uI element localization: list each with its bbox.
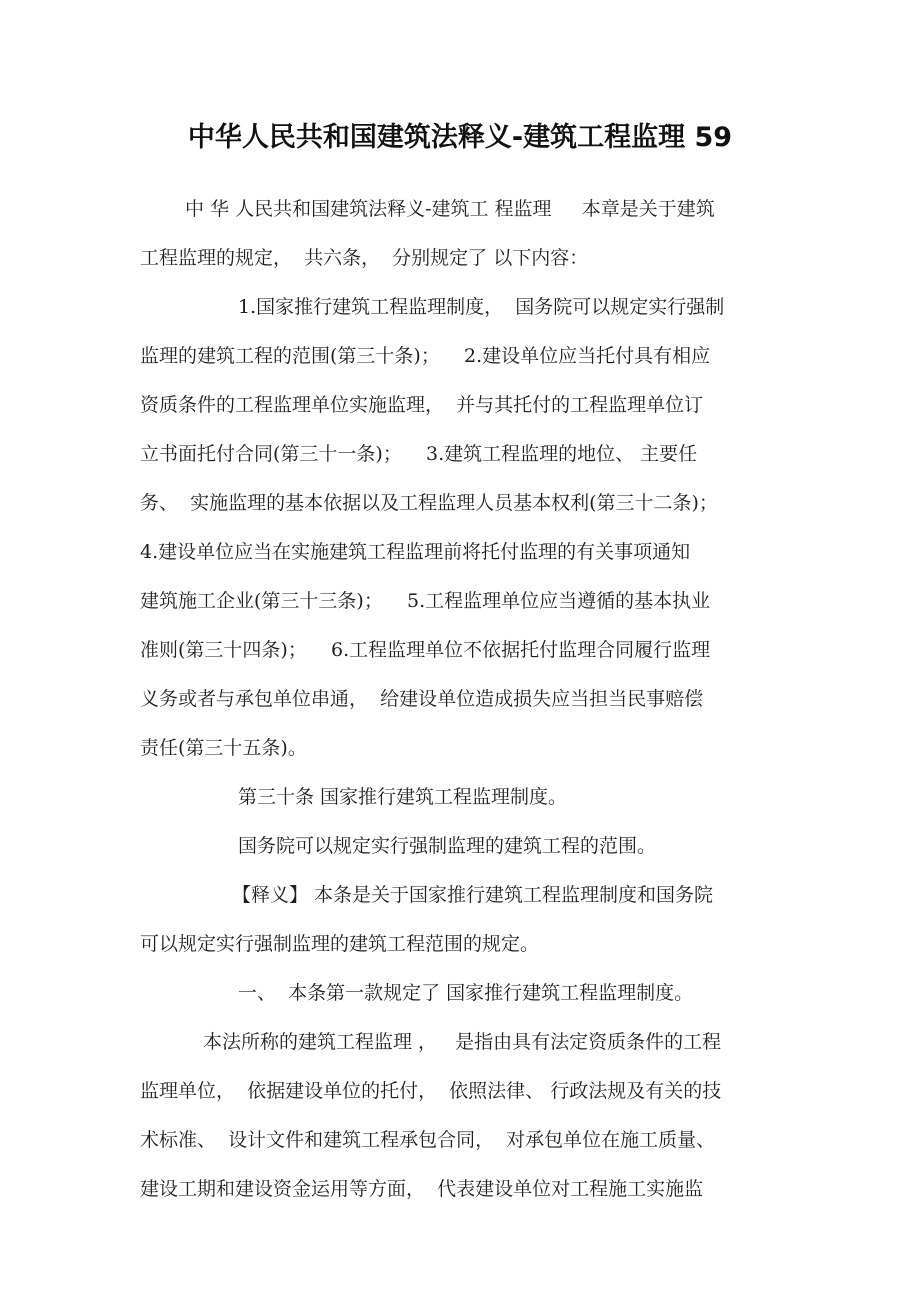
paragraph-line: 术标准、 设计文件和建筑工程承包合同， 对承包单位在施工质量、: [140, 1129, 716, 1151]
paragraph-line: 4.建设单位应当在实施建筑工程监理前将托付监理的有关事项通知: [140, 541, 691, 563]
paragraph-line: 准则(第三十四条)； 6.工程监理单位不依据托付监理合同履行监理: [140, 639, 711, 661]
paragraph-line: 务、 实施监理的基本依据以及工程监理人员基本权利(第三十二条)；: [140, 492, 718, 514]
paragraph-line: 监理的建筑工程的范围(第三十条)； 2.建设单位应当托付具有相应: [140, 345, 711, 367]
paragraph-line: 工程监理的规定， 共六条， 分别规定了 以下内容：: [140, 247, 589, 269]
paragraph-line: 一、 本条第一款规定了 国家推行建筑工程监理制度。: [238, 982, 694, 1004]
paragraph-line: 【释义】 本条是关于国家推行建筑工程监理制度和国务院: [232, 884, 714, 906]
paragraph-line: 监理单位， 依据建设单位的托付， 依照法律、 行政法规及有关的技: [140, 1080, 722, 1102]
paragraph-line: 1.国家推行建筑工程监理制度， 国务院可以规定实行强制: [238, 296, 725, 318]
paragraph-line: 中 华 人民共和国建筑法释义-建筑工 程监理 本章是关于建筑: [185, 198, 715, 220]
paragraph-line: 资质条件的工程监理单位实施监理， 并与其托付的工程监理单位订: [140, 394, 704, 416]
paragraph-line: 建筑施工企业(第三十三条)； 5.工程监理单位应当遵循的基本执业: [140, 590, 711, 612]
paragraph-line: 第三十条 国家推行建筑工程监理制度。: [238, 786, 568, 808]
paragraph-line: 可以规定实行强制监理的建筑工程范围的规定。: [140, 933, 540, 955]
paragraph-line: 建设工期和建设资金运用等方面， 代表建设单位对工程施工实施监: [140, 1178, 704, 1200]
paragraph-line: 义务或者与承包单位串通， 给建设单位造成损失应当担当民事赔偿: [140, 688, 704, 710]
document-title: 中华人民共和国建筑法释义-建筑工程监理 59: [187, 122, 733, 153]
paragraph-line: 责任(第三十五条)。: [140, 737, 307, 759]
paragraph-line: 国务院可以规定实行强制监理的建筑工程的范围。: [238, 835, 657, 857]
paragraph-line: 本法所称的建筑工程监理 ， 是指由具有法定资质条件的工程: [203, 1031, 722, 1053]
paragraph-line: 立书面托付合同(第三十一条)； 3.建筑工程监理的地位、 主要任: [140, 443, 698, 465]
